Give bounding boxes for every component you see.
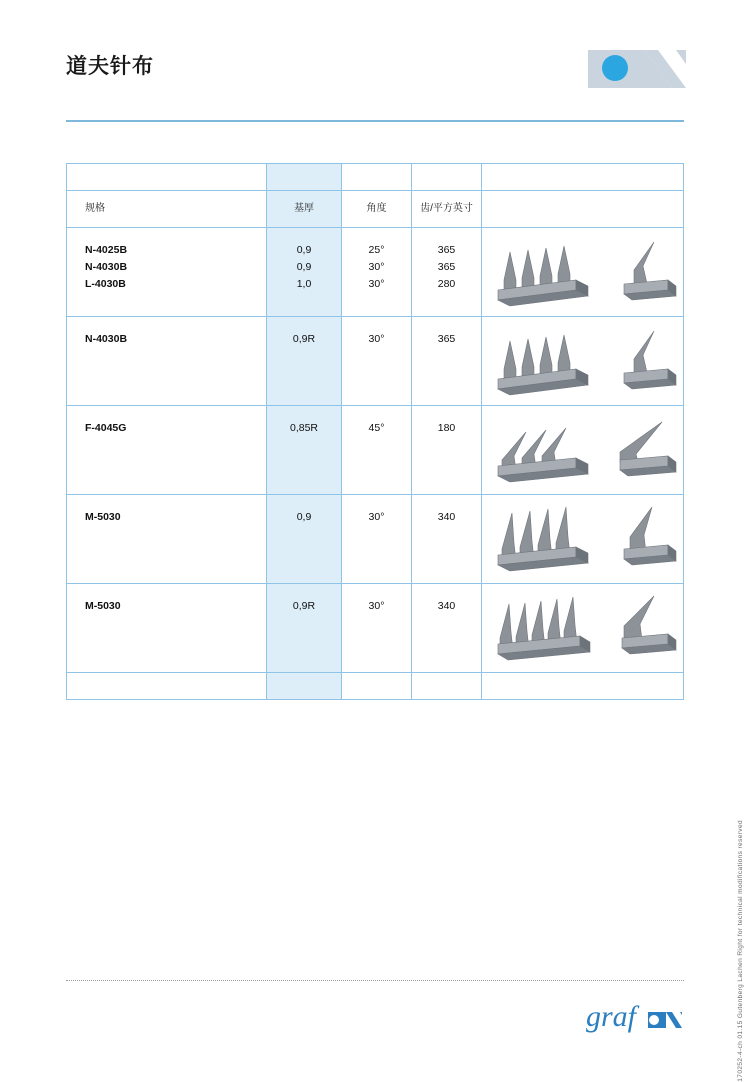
column-header-teeth: 齿/平方英寸 [420,203,473,214]
column-header-thickness: 基厚 [294,203,314,214]
row-teeth: 365 365 280 [437,244,456,290]
wire-profile-illustration [482,584,683,672]
table-row [67,405,683,494]
row-teeth: 365 [437,333,456,345]
wire-profile-illustration [482,317,683,405]
row-angle: 30° [368,511,385,523]
row-teeth: 180 [437,422,456,434]
table-header-row [67,190,683,227]
single-tooth-diagram [610,592,682,664]
spec-label: N-4030B [85,261,128,273]
page-title: 道夫针布 [66,55,154,78]
row-thickness: 0,9R [292,600,316,612]
table-bottom-spacer [67,672,683,699]
row-specs [67,317,266,348]
row-teeth: 340 [437,600,456,612]
spec-label: M-5030 [85,600,121,612]
wire-profile-illustration [482,406,683,494]
wire-strip-diagram [496,236,600,308]
spec-label: M-5030 [85,511,121,523]
imprint-note: 170252-4-ch 01.15 Gutenberg Lachen Right for technical modifications reserved [737,820,744,1082]
table-row [67,583,683,672]
wire-profile-illustration [482,228,683,316]
single-tooth-diagram [610,414,682,486]
row-angle: 30° [368,600,385,612]
row-thickness: 0,85R [289,422,319,434]
single-tooth-diagram [610,236,682,308]
page-header [0,0,750,120]
header-divider [66,120,684,122]
row-angle: 30° [368,333,385,345]
table-row [67,227,683,316]
single-tooth-diagram [610,503,682,575]
table-row [67,494,683,583]
row-specs [67,406,266,437]
row-specs [67,584,266,615]
brand-wordmark: graf [586,1000,637,1033]
graf-footer-logo [586,1000,686,1042]
specification-table [66,163,684,700]
single-tooth-diagram [610,325,682,397]
spec-label: F-4045G [85,422,127,434]
spec-label: N-4025B [85,244,128,256]
row-thickness: 0,9 [296,511,312,523]
row-specs [67,495,266,526]
logo-dot-icon [602,55,628,81]
row-thickness: 0,9 0,9 1,0 [296,244,312,290]
row-angle: 25° 30° 30° [368,244,385,290]
spec-label: L-4030B [85,278,126,290]
row-thickness: 0,9R [292,333,316,345]
table-row [67,316,683,405]
row-teeth: 340 [437,511,456,523]
wire-strip-diagram [496,414,600,486]
footer-divider [66,980,684,982]
table-top-spacer [67,164,683,190]
wire-strip-diagram [496,325,600,397]
brand-mark-icon [648,1012,682,1028]
wire-profile-illustration [482,495,683,583]
row-angle: 45° [368,422,385,434]
column-header-angle: 角度 [366,203,387,214]
wire-strip-diagram [496,503,600,575]
spec-label: N-4030B [85,333,128,345]
graf-corporate-logo [588,46,686,88]
column-header-spec: 规格 [85,203,105,214]
row-specs [67,228,266,293]
wire-strip-diagram [496,592,600,664]
